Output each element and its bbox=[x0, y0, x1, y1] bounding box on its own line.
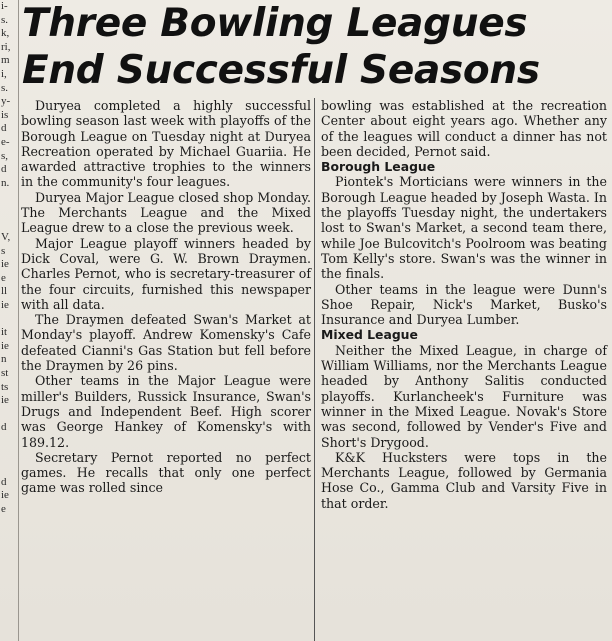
margin-fragment: V, bbox=[1, 231, 11, 244]
paragraph: The Draymen defeated Swan's Market at Monday's playoff. Andrew Komensky's Cafe defeated Cianni's Gas Station but fell before the Draymen by 26 pins. bbox=[21, 312, 311, 374]
article-column-right bbox=[321, 98, 607, 511]
margin-fragment bbox=[0, 435, 18, 449]
column-divider bbox=[314, 98, 315, 641]
margin-fragment: ie bbox=[1, 339, 9, 352]
margin-fragment: ts bbox=[1, 380, 9, 393]
paragraph: Piontek's Morticians were winners in the Borough League headed by Joseph Wasta. In the playoffs Tuesday night, the undertakers lost to Swan's Market, a second team there, while Joe Bulcovitch's Poolroom was beating Tom Kelly's store. Swan's was the winner in the finals. bbox=[321, 174, 607, 282]
margin-fragment bbox=[0, 557, 18, 571]
margin-fragment bbox=[0, 218, 18, 232]
margin-fragment bbox=[0, 571, 18, 585]
margin-fragment bbox=[0, 462, 18, 476]
margin-fragment: d bbox=[1, 421, 7, 434]
headline-line-2: End Successful Seasons bbox=[22, 48, 540, 93]
margin-fragment: ie bbox=[1, 299, 9, 312]
margin-fragment: st bbox=[1, 367, 9, 380]
article-column-left bbox=[21, 98, 311, 496]
adjacent-column-fragment bbox=[0, 0, 19, 641]
paragraph: K&K Hucksters were tops in the Merchants League, followed by Germania Hose Co., Gamma Club and Varsity Five in that order. bbox=[321, 449, 607, 511]
margin-fragment: is bbox=[1, 108, 9, 121]
margin-fragment: ri, bbox=[1, 40, 11, 53]
margin-fragment: s bbox=[1, 244, 6, 257]
paragraph: bowling was established at the recreation Center about eight years ago. Whether any of the leagues will conduct a dinner has not been decided, Pernot said. bbox=[321, 98, 607, 159]
margin-fragment bbox=[0, 544, 18, 558]
margin-fragment: n bbox=[1, 353, 7, 366]
paragraph: Duryea Major League closed shop Monday. The Merchants League and the Mixed League drew to a close the previous week. bbox=[21, 189, 311, 236]
margin-fragment: e bbox=[1, 271, 6, 284]
paragraph: Other teams in the Major League were miller's Builders, Russick Insurance, Swan's Drugs and Independent Beef. High scorer was George Hankey of Komensky's with 189.12. bbox=[21, 373, 311, 450]
paragraph: Major League playoff winners headed by Dick Coval, were G. W. Brown Draymen. Charles Pernot, who is secretary-treasurer of the four circuits, furnished this newspaper with all data. bbox=[21, 235, 311, 312]
margin-fragment: s, bbox=[1, 149, 9, 162]
margin-fragment bbox=[0, 449, 18, 463]
margin-fragment: ie bbox=[1, 394, 9, 407]
margin-fragment: i, bbox=[1, 67, 7, 80]
headline bbox=[22, 0, 607, 94]
margin-fragment: ie bbox=[1, 489, 9, 502]
margin-fragment: y- bbox=[1, 95, 11, 108]
margin-fragment: d bbox=[1, 163, 7, 176]
margin-fragment: it bbox=[1, 326, 8, 339]
margin-fragment: k, bbox=[1, 27, 10, 40]
margin-fragment bbox=[0, 408, 18, 422]
paragraph: Neither the Mixed League, in charge of William Williams, nor the Merchants League headed by Anthony Salitis conducted playoffs. Kurlancheek's Furniture was winner in the Mixed League. Novak's Store was second, followed by Vender's Five and Short's Drygood. bbox=[321, 342, 607, 450]
margin-fragment bbox=[0, 313, 18, 327]
margin-fragment: d bbox=[1, 122, 7, 135]
margin-fragment: i- bbox=[1, 0, 8, 12]
margin-fragment: e bbox=[1, 502, 6, 515]
paragraph: Secretary Pernot reported no perfect games. He recalls that only one perfect game was rolled since bbox=[21, 449, 311, 496]
paragraph: Other teams in the league were Dunn's Shoe Repair, Nick's Market, Busko's Insurance and Duryea Lumber. bbox=[321, 281, 607, 328]
margin-fragment: d bbox=[1, 475, 7, 488]
margin-fragment bbox=[0, 190, 18, 204]
margin-fragment: s. bbox=[1, 13, 9, 26]
section-heading-mixed-league: Mixed League bbox=[321, 327, 418, 343]
margin-fragment: s. bbox=[1, 81, 9, 94]
margin-fragment: n. bbox=[1, 176, 10, 189]
margin-fragment bbox=[0, 517, 18, 531]
paragraph: Duryea completed a highly successful bowling season last week with playoffs of the Borough League on Tuesday night at Duryea Recreation operated by Michael Guariia. He awarded attractive trophies to the winners in the community's four leagues. bbox=[21, 98, 311, 190]
margin-fragment: ll bbox=[1, 285, 8, 298]
margin-fragment bbox=[0, 585, 18, 599]
margin-fragment: m bbox=[1, 54, 10, 67]
headline-line-1: Three Bowling Leagues bbox=[22, 1, 528, 46]
margin-fragment bbox=[0, 204, 18, 218]
margin-fragment: e- bbox=[1, 135, 10, 148]
margin-fragment: ie bbox=[1, 258, 9, 271]
section-heading-borough-league: Borough League bbox=[321, 159, 436, 175]
margin-fragment bbox=[0, 530, 18, 544]
